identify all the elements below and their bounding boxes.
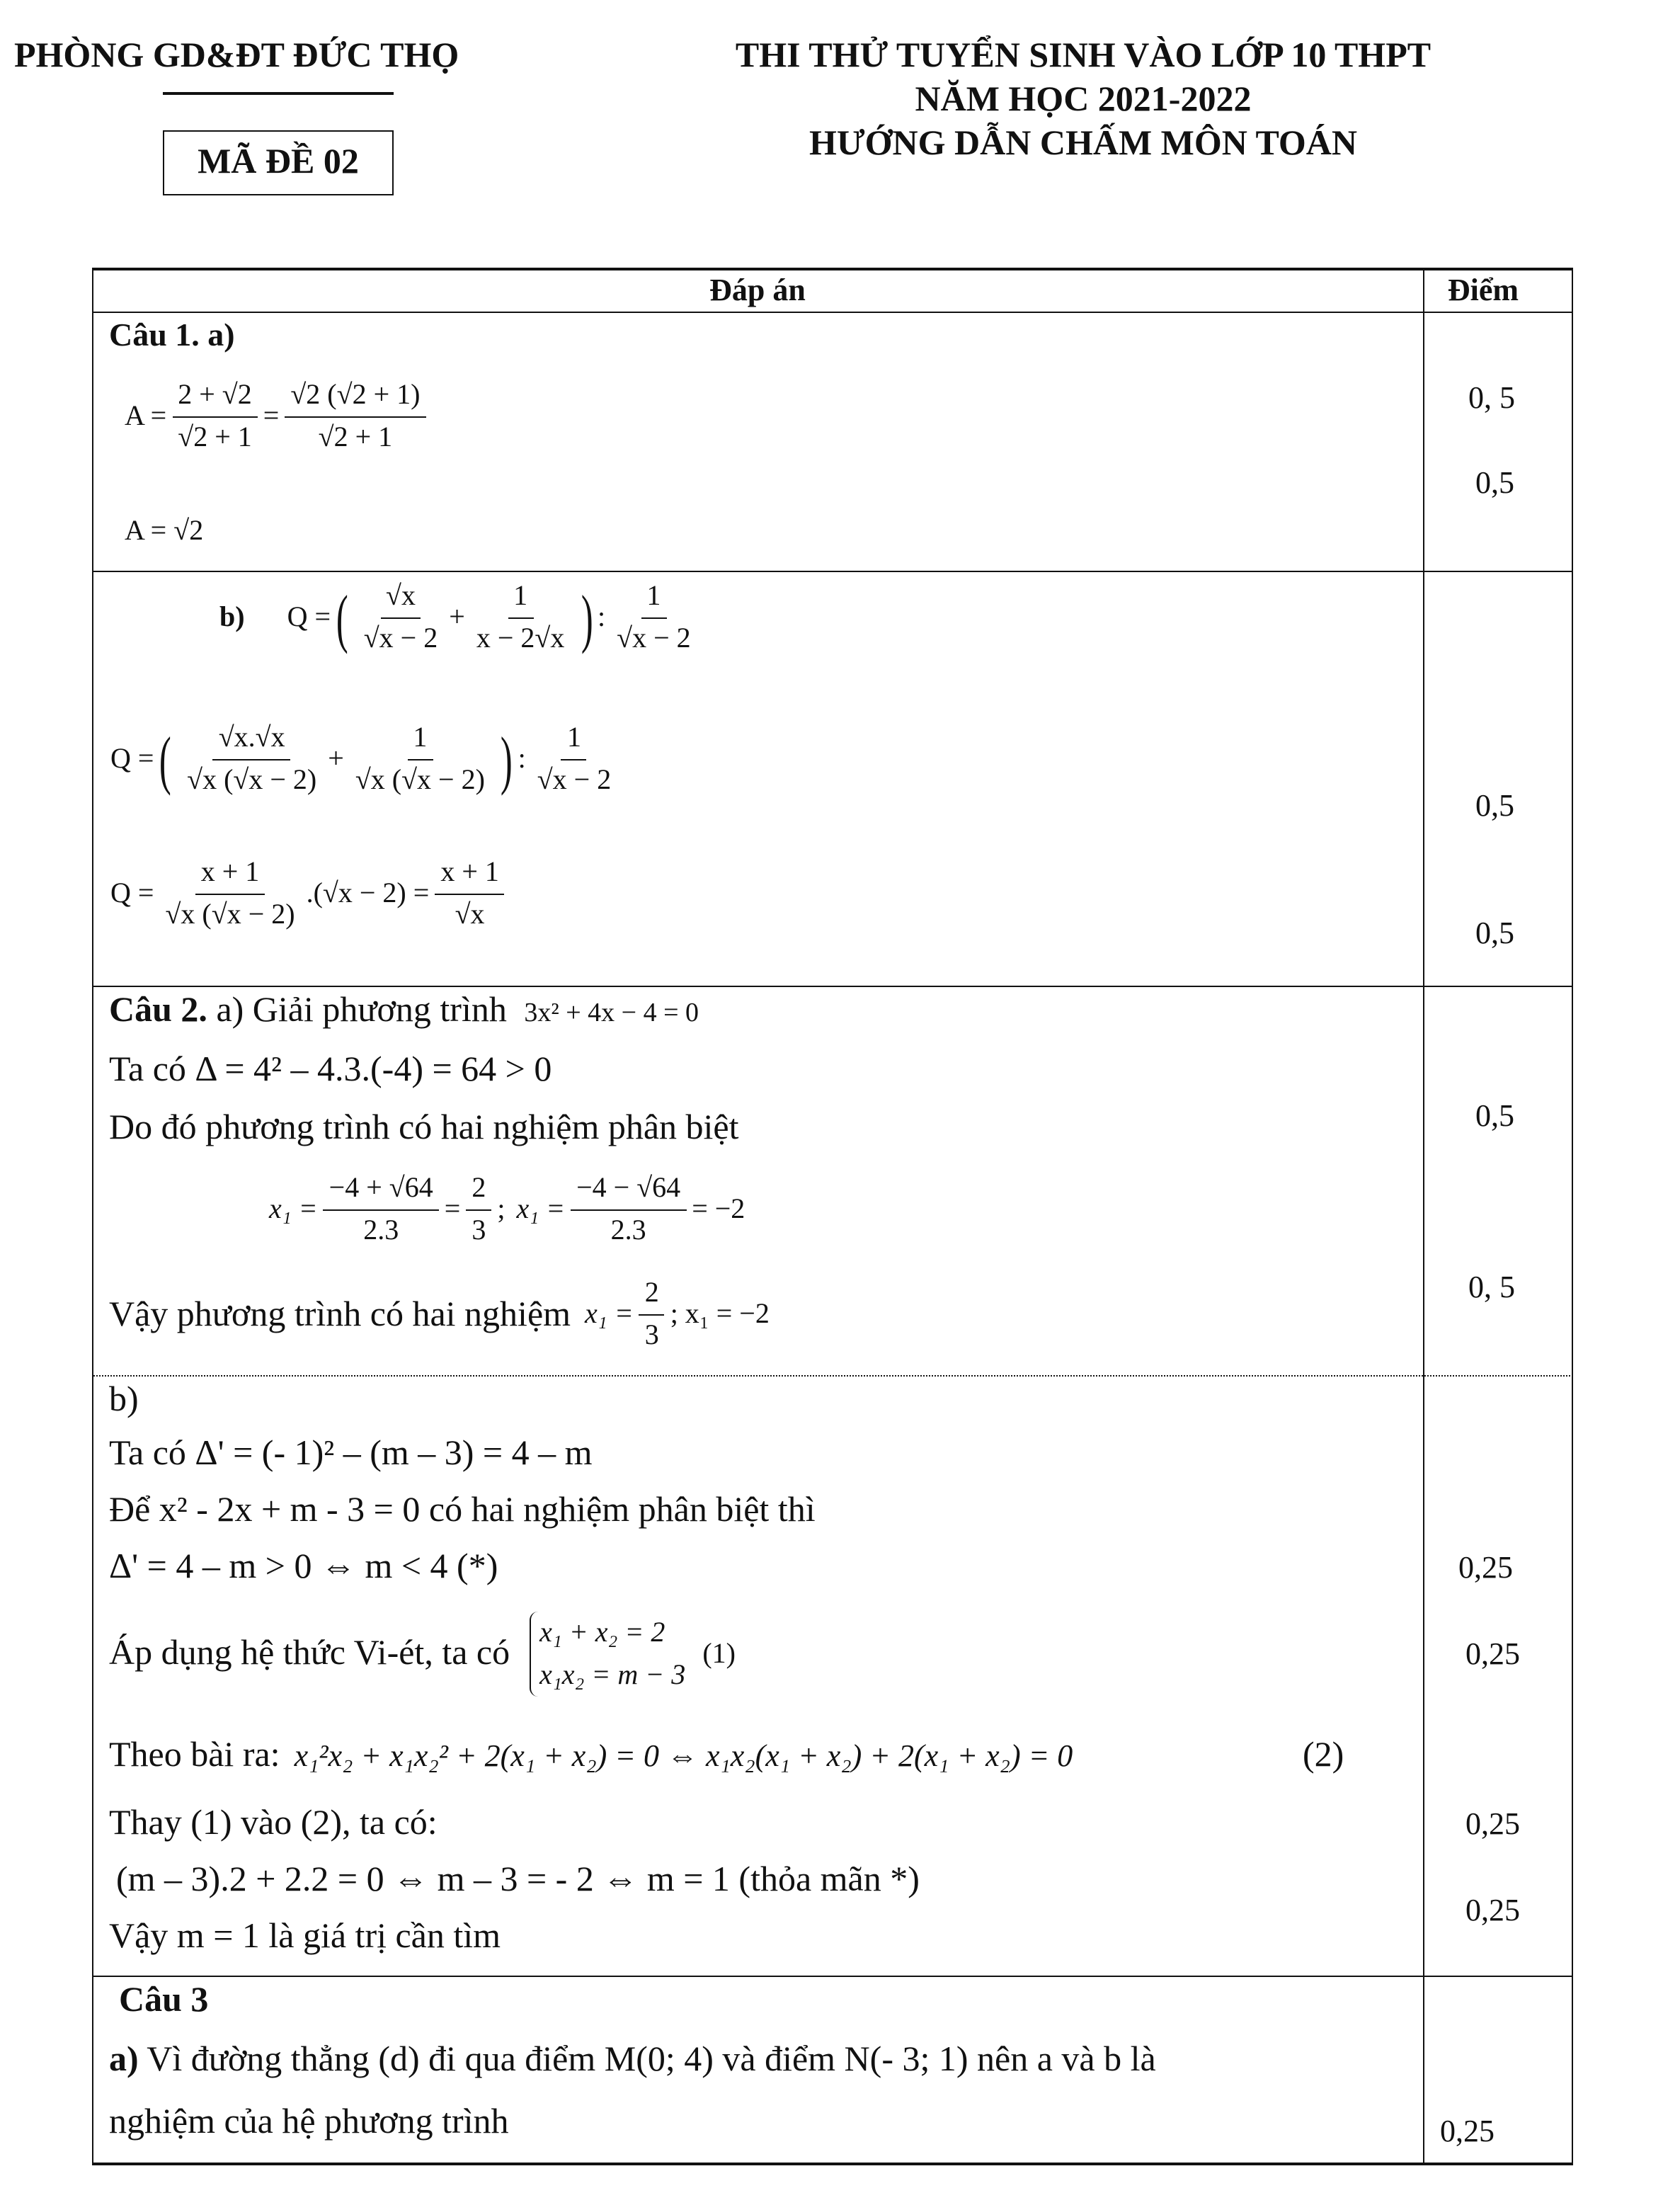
q1b-line1: b) Q = ( $\frac{√x}{√x - 2}$ + $\frac{1}{x - 2√x}$ ) : $\frac{1}{√x - 2}$	[219, 581, 691, 654]
q1a-result: A = √2	[125, 515, 204, 547]
q2b-label: b)	[109, 1381, 139, 1419]
grading-guide-title: HƯỚNG DẪN CHẤM MÔN TOÁN	[808, 125, 1358, 163]
score: 0,5	[1475, 787, 1514, 823]
q3a-line1: a) Vì đường thẳng (d) đi qua điểm M(0; 4) và điểm N(- 3; 1) nên a và b là	[109, 2041, 1156, 2079]
q1b-line2: Q = ( $\frac{√x.√x}{√x (√x - 2)}$ + $\frac{1}{√x (√x - 2)}$ ) : $\frac{1}{√x - 2}$	[110, 722, 612, 796]
exam-title: THI THỬ TUYỂN SINH VÀO LỚP 10 THPT	[735, 37, 1432, 75]
score: 0,25	[1465, 1636, 1520, 1671]
q2a-delta: Ta có Δ = 4² – 4.3.(-4) = 64 > 0	[109, 1051, 552, 1089]
q2b-line: Δ' = 4 – m > 0 ⇔ m < 4 (*)	[109, 1548, 498, 1586]
q2a-final: Vậy phương trình có hai nghiệm x₁ = $\frac{2}{3}$ ; x₁ = −2	[109, 1277, 770, 1351]
q2a-roots: x₁ = $\frac{-4 + √64}{2.3}$ = $\frac{2}{3}$ ; x₁ = $\frac{-4 - √64}{2.3}$ = −2	[269, 1173, 745, 1246]
department-name: PHÒNG GD&ĐT ĐỨC THỌ	[14, 37, 459, 75]
header-underline	[163, 92, 394, 94]
q1a-equation	[125, 380, 431, 455]
fraction: $\frac{√2 (√2 + 1)}{√2 + 1}$	[285, 380, 425, 455]
q2a-heading: Câu 2. a) Giải phương trình 3x² + 4x − 4 = 0	[109, 991, 699, 1030]
q3-label: Câu 3	[119, 1981, 209, 2019]
score: 0,25	[1465, 1892, 1520, 1927]
score: 0,5	[1475, 915, 1514, 950]
q2b-line: (m – 3).2 + 2.2 = 0 ⇔ m – 3 = - 2 ⇔ m = 1 (thỏa mãn *)	[116, 1861, 920, 1899]
q2b-line: Ta có Δ' = (- 1)² – (m – 3) = 4 – m	[109, 1435, 593, 1473]
score: 0,25	[1440, 2113, 1495, 2148]
q1b-line3: Q = $\frac{x + 1}{√x (√x - 2)}$ .(√x − 2) = $\frac{x + 1}{√x}$	[110, 857, 510, 932]
math-text: A =	[125, 401, 167, 432]
exam-code-box: MÃ ĐỀ 02	[163, 130, 394, 195]
q2b-condition: Theo bài ra: x₁²x₂ + x₁x₂² + 2(x₁ + x₂) = 0 ⇔ x₁x₂(x₁ + x₂) + 2(x₁ + x₂) = 0 (2)	[109, 1736, 1344, 1774]
score: 0,25	[1465, 1806, 1520, 1841]
q2b-line: Thay (1) vào (2), ta có:	[109, 1804, 438, 1842]
school-year: NĂM HỌC 2021-2022	[915, 81, 1252, 119]
score: 0,5	[1475, 1098, 1514, 1133]
score: 0,25	[1458, 1549, 1513, 1585]
q2b-line: Để x² - 2x + m - 3 = 0 có hai nghiệm phân biệt thì	[109, 1491, 816, 1529]
column-header-answer: Đáp án	[709, 272, 806, 307]
q2b-line: Vậy m = 1 là giá trị cần tìm	[109, 1918, 501, 1956]
math-text: =	[263, 401, 280, 432]
score: 0,5	[1475, 465, 1514, 500]
score: 0, 5	[1468, 380, 1515, 415]
q3a-line2: nghiệm của hệ phương trình	[109, 2103, 509, 2141]
q1a-label: Câu 1. a)	[109, 317, 235, 353]
q2b-vieta: Áp dụng hệ thức Vi-ét, ta có x₁ + x₂ = 2 x₁x₂ = m − 3 (1)	[109, 1612, 736, 1697]
q2a-conclusion: Do đó phương trình có hai nghiệm phân biệt	[109, 1109, 739, 1147]
fraction: $\frac{2 + √2}{√2 + 1}$	[172, 380, 258, 455]
score: 0, 5	[1468, 1269, 1515, 1304]
column-header-score: Điểm	[1447, 272, 1519, 307]
